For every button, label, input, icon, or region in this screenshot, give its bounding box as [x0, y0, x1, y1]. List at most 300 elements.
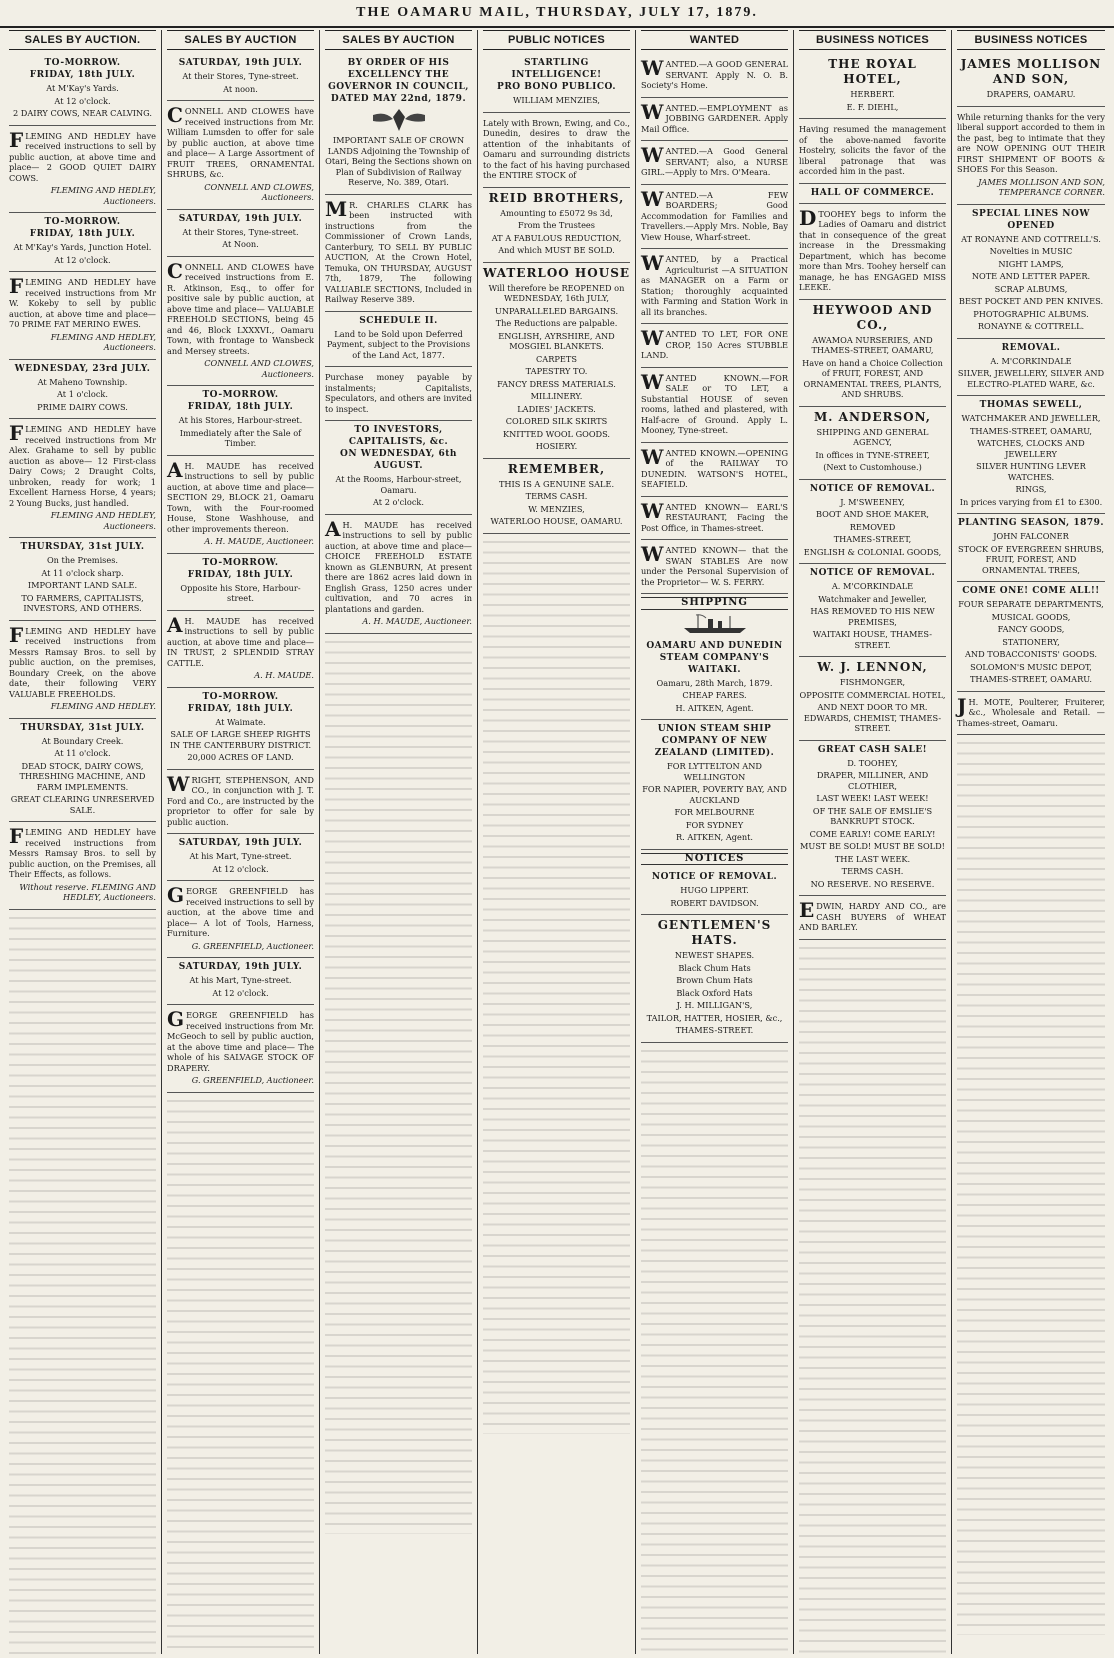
- drop-capital: F: [9, 127, 24, 152]
- advertisement: [641, 868, 788, 915]
- ad-line: At Maheno Township.: [37, 376, 128, 387]
- ad-line: AND TOBACCONISTS' GOODS.: [965, 649, 1097, 659]
- drop-capital: W: [641, 369, 664, 394]
- ad-line: FOR SYDNEY: [685, 819, 744, 830]
- advertisement: [9, 272, 156, 360]
- ad-line: At their Stores, Tyne-street.: [182, 226, 299, 237]
- advertisement: [325, 312, 472, 368]
- ad-line: AT RONAYNE AND COTTRELL'S.: [961, 233, 1101, 244]
- advertisement: [167, 101, 314, 210]
- column-4: [478, 30, 636, 1654]
- advertisement: [483, 113, 630, 188]
- column-6: [794, 30, 952, 1654]
- ad-body: WANTED KNOWN.—OPENING of the RAILWAY TO DUNEDIN. WATSON'S HOTEL, SEAFIELD.: [641, 444, 788, 489]
- ad-line: (Next to Customhouse.): [823, 462, 922, 472]
- ad-body: WANTED.—EMPLOYMENT as JOBBING GARDENER. Apply Mail Office.: [641, 99, 788, 134]
- ad-body: WANTED, by a Practical Agriculturist —A SITUATION as MANAGER on a Farm or Station; thoroughly acquainted with Farming and Station Work in all its branches.: [641, 251, 788, 317]
- ad-line: Land to be Sold upon Deferred Payment, subject to the Provisions of the Land Act, 1877.: [326, 328, 471, 360]
- advertisement: [167, 386, 314, 456]
- ad-line: At 1 o'clock.: [57, 389, 108, 399]
- ad-line: TERMS CASH.: [525, 491, 588, 501]
- advertisement: [483, 54, 630, 113]
- ad-heading: REMOVAL.: [1001, 342, 1061, 353]
- advertisement: [641, 249, 788, 324]
- ad-heading: SCHEDULE II.: [359, 315, 438, 326]
- advertisement: [957, 396, 1105, 514]
- ad-line: FANCY DRESS MATERIALS.: [497, 378, 616, 389]
- advertisement: [483, 459, 630, 534]
- ad-line: SALE OF LARGE SHEEP RIGHTS IN THE CANTERBURY DISTRICT.: [169, 729, 312, 750]
- ad-line: STATIONERY,: [1002, 636, 1060, 647]
- ad-line: 2 DAIRY COWS, NEAR CALVING.: [13, 108, 152, 118]
- ad-line: CARPETS: [536, 353, 577, 364]
- ad-heading: SATURDAY, 19th JULY.: [178, 213, 303, 224]
- advertisement: [641, 540, 788, 594]
- ad-body: WRIGHT, STEPHENSON, AND CO., in conjunction with J. T. Ford and Co., are instructed by the proprietor to offer for sale by public auction.: [167, 771, 314, 827]
- ad-line: Novelties in MUSIC: [989, 246, 1073, 256]
- ad-line: BEST POCKET AND PEN KNIVES.: [958, 296, 1104, 306]
- ad-subheading: FRIDAY, 18th JULY.: [187, 402, 294, 412]
- column-header: BUSINESS NOTICES: [957, 30, 1105, 50]
- ad-subheading: DATED MAY 22nd, 1879.: [330, 94, 467, 104]
- ad-heading: TO INVESTORS, CAPITALISTS, &c.: [348, 425, 449, 447]
- ad-line: Black Oxford Hats: [676, 987, 753, 998]
- ad-body: While returning thanks for the very liberal support accorded to them in the past, beg to intimate that they are NOW OPENING OUT THEIR FIRST SHIPMENT OF BOOTS & SHOES For this Season.: [957, 111, 1105, 174]
- ad-heading: GREAT CASH SALE!: [817, 744, 928, 755]
- drop-capital: W: [641, 56, 664, 80]
- ad-signature: JAMES MOLLISON AND SON, TEMPERANCE CORNER.: [978, 176, 1105, 197]
- ad-line: NO RESERVE. NO RESERVE.: [810, 878, 935, 889]
- ad-line: At 11 o'clock sharp.: [41, 567, 124, 578]
- ad-body: M R. CHARLES CLARK has been instructed with instructions from the Commissioner of Crown Lands, Canterbury, TO SELL BY PUBLIC AUCTION, At the Crown Hotel, Temuka, ON THURSDAY, AUGUST 7th, 1879, The following VALUABLE SECTIONS, Included in Railway Reserve 389.: [325, 196, 472, 304]
- ad-line: THAMES-STREET, OAMARU.: [969, 674, 1093, 684]
- ad-line: And which MUST BE SOLD.: [498, 245, 615, 255]
- advertisement: [167, 881, 314, 958]
- advertisement: [9, 621, 156, 719]
- column-text-continuation: [167, 1093, 314, 1655]
- ad-signature: Without reserve. FLEMING AND HEDLEY, Auctioneers.: [19, 881, 156, 902]
- drop-capital: J: [957, 693, 967, 718]
- drop-capital: F: [9, 421, 24, 445]
- drop-capital: F: [9, 622, 24, 647]
- ad-line: MUST BE SOLD! MUST BE SOLD!: [800, 841, 945, 851]
- advertisement: [799, 184, 946, 204]
- column-text-continuation: [325, 634, 472, 1534]
- drop-capital: C: [167, 258, 183, 283]
- column-1: [4, 30, 162, 1654]
- ad-line: D. TOOHEY,: [847, 757, 898, 768]
- ad-subheading: FRIDAY, 18th JULY.: [187, 703, 294, 714]
- ad-line: WATCHMAKER AND JEWELLER,: [961, 413, 1101, 423]
- ad-body: WANTED KNOWN— EARL'S RESTAURANT, Facing the Post Office, in Thames-street.: [641, 498, 788, 533]
- ad-line: OPPOSITE COMMERCIAL HOTEL,: [799, 689, 946, 700]
- advertisement: [641, 368, 788, 443]
- ad-line: ENGLISH & COLONIAL GOODS,: [803, 546, 942, 557]
- drop-capital: F: [9, 824, 24, 848]
- ad-line: GREAT CLEARING UNRESERVED SALE.: [10, 794, 155, 815]
- drop-capital: W: [641, 251, 664, 275]
- advertisement: [167, 456, 314, 554]
- ad-line: At 12 o'clock.: [212, 863, 269, 874]
- ad-signature: G. GREENFIELD, Auctioneer.: [191, 940, 314, 951]
- advertisement: [9, 538, 156, 621]
- column-text-continuation: [483, 534, 630, 1434]
- ad-line: J. M'SWEENEY,: [840, 496, 905, 507]
- advertisement: [167, 554, 314, 611]
- ad-subheading: PRO BONO PUBLICO.: [497, 82, 616, 92]
- ad-line: LAST WEEK! LAST WEEK!: [816, 793, 929, 803]
- ad-subheading: ON WEDNESDAY, 6th AUGUST.: [340, 449, 457, 471]
- advertisement: [799, 119, 946, 184]
- advertisement: [325, 367, 472, 421]
- drop-capital: W: [641, 186, 664, 211]
- ad-heading: STARTLING INTELLIGENCE!: [511, 58, 602, 80]
- column-3: [320, 30, 478, 1654]
- column-text-continuation: [957, 735, 1105, 1635]
- ad-body: WANTED KNOWN.—FOR SALE or TO LET, a Substantial HOUSE of seven rooms, lathed and plastered, with Half-acre of Ground. Apply L. Mooney, Tyne-street.: [641, 369, 788, 435]
- ad-line: At his Mart, Tyne-street.: [189, 975, 292, 985]
- ad-body: A H. MAUDE has received instructions to sell by public auction, at above time and place— CHOICE FREEHOLD ESTATE known as GLENBURN, At present there are 1862 acres laid down in English Grass, 1250 acres under cultivation, and 70 acres in plantations and garden.: [325, 516, 472, 614]
- columns-container: [4, 30, 1110, 1654]
- ad-body: WANTED.—A GOOD GENERAL SERVANT. Apply N. O. B. Society's Home.: [641, 56, 788, 90]
- drop-capital: W: [641, 498, 664, 523]
- ad-line: TAILOR, HATTER, HOSIER, &c.,: [646, 1012, 783, 1023]
- ad-line: HERBERT.: [850, 89, 895, 99]
- section-banner: SHIPPING: [641, 597, 788, 610]
- drop-capital: W: [641, 99, 664, 124]
- advertisement: [957, 205, 1105, 339]
- ad-line: Oamaru, 28th March, 1879.: [656, 677, 773, 688]
- ad-signature: CONNELL AND CLOWES, Auctioneers.: [204, 181, 314, 202]
- ad-line: TO FARMERS, CAPITALISTS, INVESTORS, AND OTHERS.: [21, 592, 144, 613]
- ad-heading: THOMAS SEWELL,: [979, 400, 1083, 410]
- ad-line: J. H. MILLIGAN'S,: [676, 1000, 753, 1010]
- ad-line: KNITTED WOOL GOODS.: [502, 428, 611, 439]
- advertisement: [9, 360, 156, 420]
- ad-heading: SATURDAY, 19th JULY.: [178, 58, 303, 68]
- advertisement: [641, 185, 788, 250]
- ad-line: Watchmaker and Jeweller,: [818, 593, 927, 604]
- ad-line: REMOVED: [849, 521, 896, 532]
- advertisement: [641, 324, 788, 368]
- ad-subheading: FRIDAY, 18th JULY.: [29, 229, 136, 239]
- ad-line: Opposite his Store, Harbour-street.: [180, 582, 301, 603]
- ad-line: SILVER HUNTING LEVER WATCHES.: [976, 461, 1086, 482]
- column-header: SALES BY AUCTION: [325, 30, 472, 50]
- drop-capital: A: [325, 516, 341, 541]
- advertisement: [957, 54, 1105, 107]
- ad-body: FLEMING AND HEDLEY have received instructions from Messrs Ramsay Bros. to sell by public auction, on the Premises, all Their Effects, as follows.: [9, 824, 156, 879]
- ad-signature: A. H. MAUDE, Auctioneer.: [362, 616, 472, 626]
- ad-body: WANTED TO LET, FOR ONE CROP, 150 Acres STUBBLE LAND.: [641, 326, 788, 360]
- ad-heading: PLANTING SEASON, 1879.: [957, 518, 1105, 528]
- drop-capital: E: [799, 898, 815, 922]
- ad-line: At the Rooms, Harbour-street, Oamaru.: [335, 474, 462, 495]
- ad-line: DRAPER, MILLINER, AND CLOTHIER,: [816, 770, 929, 791]
- ad-heading: SATURDAY, 19th JULY.: [178, 838, 303, 848]
- ad-line: At noon.: [223, 83, 258, 94]
- column-header: BUSINESS NOTICES: [799, 30, 946, 50]
- ad-line: R. AITKEN, Agent.: [675, 832, 754, 842]
- ad-line: IMPORTANT SALE OF CROWN LANDS Adjoining the Township of Otari, Being the Sections shown on Plan of Subdivision of Railway Reserve, No. 389, Otari.: [325, 135, 472, 187]
- advertisement: [799, 54, 946, 119]
- ad-body: WANTED.—A Good General SERVANT; also, a NURSE GIRL.—Apply to Mrs. O'Meara.: [641, 143, 788, 177]
- ad-line: THAMES-STREET,: [833, 534, 912, 544]
- ad-line: LADIES' JACKETS.: [517, 403, 596, 414]
- ad-heading: SATURDAY, 19th JULY.: [178, 962, 303, 972]
- column-text-continuation: [9, 910, 156, 1655]
- ad-line: AND NEXT DOOR TO MR. EDWARDS, CHEMIST, THAMES-STREET.: [803, 702, 942, 733]
- ad-line: FOUR SEPARATE DEPARTMENTS,: [958, 599, 1104, 609]
- ad-line: IMPORTANT LAND SALE.: [27, 580, 138, 590]
- ad-body: FLEMING AND HEDLEY have received instructions from Mr Alex. Grahame to sell by public auction as above— 12 First-class Dairy Cows; 2 Draught Colts, unbroken, ready for work; 1 Excellent Harness Horse, 4 years; 2 Young Bucks, just handled.: [9, 421, 156, 508]
- drop-capital: A: [167, 612, 183, 637]
- drop-capital: W: [641, 143, 664, 167]
- ad-signature: A. H. MAUDE.: [254, 670, 314, 680]
- drop-capital: W: [167, 771, 190, 796]
- ad-line: CHEAP FARES.: [682, 690, 747, 700]
- ad-display-name: THE ROYAL HOTEL,: [828, 57, 917, 86]
- ad-line: TAPESTRY TO.: [525, 366, 588, 376]
- ad-signature: CONNELL AND CLOWES, Auctioneers.: [204, 358, 314, 379]
- ad-display-name: JAMES MOLLISON AND SON,: [960, 57, 1102, 86]
- ad-body: Having resumed the management of the above-named favorite Hostelry, solicits the favor of the liberal patronage that was accorded him in the past.: [799, 124, 946, 176]
- ad-line: FOR LYTTELTON AND WELLINGTON: [667, 761, 762, 782]
- ad-line: E. F. DIEHL,: [846, 101, 899, 112]
- ad-heading: TO-MORROW.: [202, 691, 279, 702]
- advertisement: [799, 564, 946, 657]
- ad-line: In prices varying from £1 to £300.: [959, 496, 1103, 507]
- ad-line: BOOT AND SHOE MAKER,: [815, 509, 930, 519]
- advertisement: [167, 611, 314, 688]
- ad-display-name: GENTLEMEN'S HATS.: [657, 918, 772, 947]
- ad-line: SILVER, JEWELLERY, SILVER AND ELECTRO-PLATED WARE, &c.: [957, 368, 1105, 389]
- column-text-continuation: [641, 1043, 788, 1655]
- ad-line: NIGHT LAMPS,: [998, 258, 1064, 269]
- drop-capital: G: [167, 883, 185, 907]
- ad-body: Purchase money payable by instalments; Capitalists, Speculators, and others are invited to inspect.: [325, 372, 472, 414]
- ad-line: At Boundary Creek.: [41, 735, 124, 746]
- ad-line: At 12 o'clock.: [54, 95, 111, 106]
- advertisement: [799, 300, 946, 407]
- ad-signature: FLEMING AND HEDLEY, Auctioneers.: [50, 185, 156, 206]
- advertisement: [641, 443, 788, 497]
- ad-line: Will therefore be REOPENED on WEDNESDAY, 16th JULY,: [488, 282, 625, 303]
- advertisement: [325, 195, 472, 312]
- ad-line: OF THE SALE OF EMSLIE'S BANKRUPT STOCK.: [812, 805, 933, 826]
- advertisement: [167, 688, 314, 770]
- drop-capital: A: [167, 457, 183, 482]
- ad-line: SCRAP ALBUMS,: [994, 283, 1068, 294]
- ad-line: A. M'CORKINDALE: [990, 355, 1072, 366]
- advertisement: [325, 54, 472, 195]
- ad-body: WANTED KNOWN— that the SWAN STABLES Are now under the Personal Supervision of the Proprietor— W. S. FERRY.: [641, 542, 788, 587]
- ad-line: PHOTOGRAPHIC ALBUMS.: [973, 308, 1089, 319]
- column-header: SALES BY AUCTION.: [9, 30, 156, 50]
- ad-body: DTOOHEY begs to inform the Ladies of Oamaru and district that in consequence of the great increase in the Dressmaking Department, which has become more than Mrs. Toohey herself can manage, he has ENGAGED MISS LEEKE.: [799, 205, 946, 292]
- ad-body: WANTED.—A FEW BOARDERS; Good Accommodation for Families and Travellers.—Apply Mrs. Noble, Bay View House, Wharf-street.: [641, 186, 788, 242]
- ad-heading: THURSDAY, 31st JULY.: [20, 542, 145, 552]
- ad-line: AWAMOA NURSERIES, AND THAMES-STREET, OAMARU,: [811, 334, 934, 355]
- ad-subheading: FRIDAY, 18th JULY.: [29, 70, 136, 80]
- ad-line: THE LAST WEEK.: [834, 853, 911, 864]
- drop-capital: W: [641, 326, 664, 350]
- ad-line: RONAYNE & COTTRELL.: [977, 321, 1085, 331]
- advertisement: [325, 421, 472, 515]
- advertisement: [799, 896, 946, 940]
- ad-display-name: M. ANDERSON,: [814, 409, 931, 424]
- ad-line: A. M'CORKINDALE: [831, 581, 914, 591]
- ad-line: In offices in TYNE-STREET,: [815, 449, 930, 460]
- advertisement: [641, 98, 788, 142]
- ad-heading: WEDNESDAY, 23rd JULY.: [14, 363, 151, 374]
- ad-line: DRAPERS, OAMARU.: [986, 89, 1076, 99]
- advertisement: [641, 141, 788, 185]
- ad-line: THAMES-STREET, OAMARU,: [969, 425, 1093, 436]
- advertisement: [483, 263, 630, 459]
- ad-body: CONNELL AND CLOWES have received instructions from Mr. William Lumsden to offer for sale by public auction, at above time and place— A Large Assortment of FRUIT TREES, ORNAMENTAL SHRUBS, &c.: [167, 103, 314, 179]
- ad-subheading: FRIDAY, 18th JULY.: [187, 569, 294, 580]
- column-header: SALES BY AUCTION: [167, 30, 314, 50]
- ad-line: COLORED SILK SKIRTS: [505, 416, 608, 426]
- ad-line: AT A FABULOUS REDUCTION,: [491, 232, 622, 243]
- ad-line: FOR MELBOURNE: [674, 807, 755, 817]
- ad-line: H. AITKEN, Agent.: [675, 702, 754, 713]
- ad-line: THIS IS A GENUINE SALE.: [498, 478, 615, 489]
- advertisement: [957, 692, 1105, 736]
- ad-line: UNPARALLELED BARGAINS.: [494, 305, 619, 316]
- advertisement: [799, 407, 946, 480]
- ad-line: FANCY GOODS,: [997, 624, 1065, 634]
- ad-line: ROBERT DAVIDSON.: [670, 897, 759, 908]
- ad-body: J H. MOTE, Poulterer, Fruiterer, &c., Wholesale and Retail. — Thames-street, Oamaru.: [957, 693, 1105, 728]
- drop-capital: C: [167, 103, 183, 127]
- ad-body: EDWIN, HARDY AND CO., are CASH BUYERS of WHEAT AND BARLEY.: [799, 898, 946, 932]
- ad-line: On the Premises.: [46, 555, 119, 565]
- advertisement: [957, 107, 1105, 205]
- advertisement: [641, 915, 788, 1043]
- ad-heading: NOTICE OF REMOVAL.: [651, 872, 778, 882]
- ad-body: CONNELL AND CLOWES have received instructions from E. R. Atkinson, Esq., to offer for positive sale by public auction, at above time and place— VALUABLE FREEHOLD SECTIONS, being 45 and 46, Block LXXXVI., Oamaru Town, with frontage to Wansbeck and Mersey streets.: [167, 258, 314, 356]
- advertisement: [9, 822, 156, 910]
- advertisement: [641, 720, 788, 850]
- drop-capital: M: [325, 196, 348, 221]
- advertisement: [799, 204, 946, 300]
- column-7: [952, 30, 1110, 1654]
- ad-line: At Waimate.: [215, 716, 266, 727]
- ad-line: DEAD STOCK, DAIRY COWS, THRESHING MACHINE, AND FARM IMPLEMENTS.: [19, 760, 146, 792]
- column-header: PUBLIC NOTICES: [483, 30, 630, 50]
- ad-signature: G. GREENFIELD, Auctioneer.: [191, 1075, 314, 1085]
- ad-heading: COME ONE! COME ALL!!: [962, 586, 1100, 596]
- ad-heading: NOTICE OF REMOVAL.: [809, 483, 936, 494]
- ad-line: RINGS,: [1015, 484, 1047, 494]
- drop-capital: G: [167, 1007, 185, 1031]
- ad-line: At their Stores, Tyne-street.: [182, 71, 299, 81]
- column-text-continuation: [799, 940, 946, 1655]
- advertisement: [9, 126, 156, 214]
- advertisement: [167, 210, 314, 257]
- drop-capital: F: [9, 274, 24, 298]
- advertisement: [167, 54, 314, 101]
- ad-line: STOCK OF EVERGREEN SHRUBS, FRUIT, FOREST, AND ORNAMENTAL TREES,: [958, 543, 1104, 575]
- section-banner: NOTICES: [641, 853, 788, 866]
- advertisement: [799, 657, 946, 741]
- ad-line: Immediately after the Sale of Timber.: [179, 427, 302, 448]
- ad-line: At Noon.: [222, 239, 259, 249]
- ad-line: MILLINERY.: [530, 391, 583, 401]
- ad-line: At 12 o'clock.: [212, 987, 269, 998]
- ad-heading: OAMARU AND DUNEDIN STEAM COMPANY'S WAITAKI.: [646, 640, 783, 675]
- ad-line: At 2 o'clock.: [373, 497, 424, 507]
- drop-capital: W: [641, 542, 664, 566]
- advertisement: [641, 497, 788, 541]
- ad-body: FLEMING AND HEDLEY have received instructions from Messrs Ramsay Bros. to sell by public auction, on the premises, Boundary Creek, on the above date, their following VERY VALUABLE FREEHOLDS.: [9, 622, 156, 699]
- ad-line: At his Stores, Harbour-street.: [178, 415, 303, 425]
- advertisement: [641, 637, 788, 721]
- ad-body: GEORGE GREENFIELD has received instructions to sell by auction, at the above time and place— A lot of Tools, Harness, Furniture.: [167, 883, 314, 938]
- ad-line: JOHN FALCONER: [993, 531, 1069, 541]
- ad-line: FISHMONGER,: [839, 677, 906, 687]
- ad-line: At his Mart, Tyne-street.: [189, 851, 292, 861]
- ad-line: HOSIERY.: [535, 441, 578, 451]
- ad-signature: FLEMING AND HEDLEY.: [50, 701, 156, 711]
- ad-line: THAMES-STREET.: [675, 1025, 754, 1035]
- ad-line: WAITAKI HOUSE, THAMES-STREET.: [812, 629, 933, 650]
- ad-heading: TO-MORROW.: [44, 58, 121, 68]
- ad-line: SHIPPING AND GENERAL AGENCY,: [816, 426, 929, 447]
- ad-heading: TO-MORROW.: [202, 390, 279, 400]
- advertisement: [167, 834, 314, 881]
- ad-heading: BY ORDER OF HIS EXCELLENCY THE GOVERNOR IN COUNCIL,: [328, 58, 469, 92]
- ad-body: GEORGE GREENFIELD has received instructions from Mr. McGeoch to sell by public auction, at the above time and place— The whole of his SALVAGE STOCK OF DRAPERY.: [167, 1007, 314, 1073]
- advertisement: [167, 1005, 314, 1093]
- ad-line: At M'Kay's Yards.: [46, 83, 119, 93]
- ad-line: MUSICAL GOODS,: [991, 611, 1071, 622]
- advertisement: [799, 741, 946, 897]
- ad-line: HAS REMOVED TO HIS NEW PREMISES,: [810, 606, 935, 627]
- ad-line: At 11 o'clock.: [54, 748, 111, 758]
- ad-line: The Reductions are palpable.: [495, 318, 618, 328]
- ad-heading: SPECIAL LINES NOW OPENED: [972, 208, 1090, 231]
- ad-line: Black Chum Hats: [678, 962, 751, 973]
- advertisement: [799, 480, 946, 565]
- drop-capital: D: [799, 205, 817, 230]
- ad-display-name: W. J. LENNON,: [817, 660, 928, 674]
- ad-heading: UNION STEAM SHIP COMPANY OF NEW ZEALAND (LIMITED).: [654, 724, 775, 758]
- ad-line: Brown Chum Hats: [676, 975, 753, 985]
- ad-signature: FLEMING AND HEDLEY, Auctioneers.: [50, 510, 156, 531]
- ad-line: ENGLISH, AYRSHIRE, AND MOSGIEL BLANKETS.: [498, 330, 615, 351]
- masthead: THE OAMARU MAIL, THURSDAY, JULY 17, 1879.: [0, 0, 1114, 28]
- column-2: [162, 30, 320, 1654]
- ad-heading: THURSDAY, 31st JULY.: [20, 722, 145, 733]
- steamship-icon: [680, 613, 750, 635]
- ad-line: 20,000 ACRES OF LAND.: [187, 752, 294, 762]
- ad-body: A H. MAUDE has received instructions to sell by public auction, at above time and place— SECTION 29, BLOCK 21, Oamaru Town, with the Four-roomed House, Stone Washhouse, and other improvements thereon.: [167, 457, 314, 534]
- ad-line: TERMS CASH.: [841, 866, 904, 876]
- ad-display-name: REID BROTHERS,: [488, 190, 625, 205]
- ad-line: W. MENZIES,: [528, 503, 585, 514]
- advertisement: [9, 54, 156, 126]
- ad-line: COME EARLY! COME EARLY!: [809, 828, 936, 839]
- advertisement: [641, 54, 788, 98]
- royal-crest-icon: [369, 107, 429, 133]
- ad-heading: NOTICE OF REMOVAL.: [809, 568, 936, 578]
- ad-line: SOLOMON'S MUSIC DEPOT,: [970, 661, 1092, 672]
- column-header: WANTED: [641, 30, 788, 50]
- ad-display-name: HEYWOOD AND CO.,: [812, 302, 933, 332]
